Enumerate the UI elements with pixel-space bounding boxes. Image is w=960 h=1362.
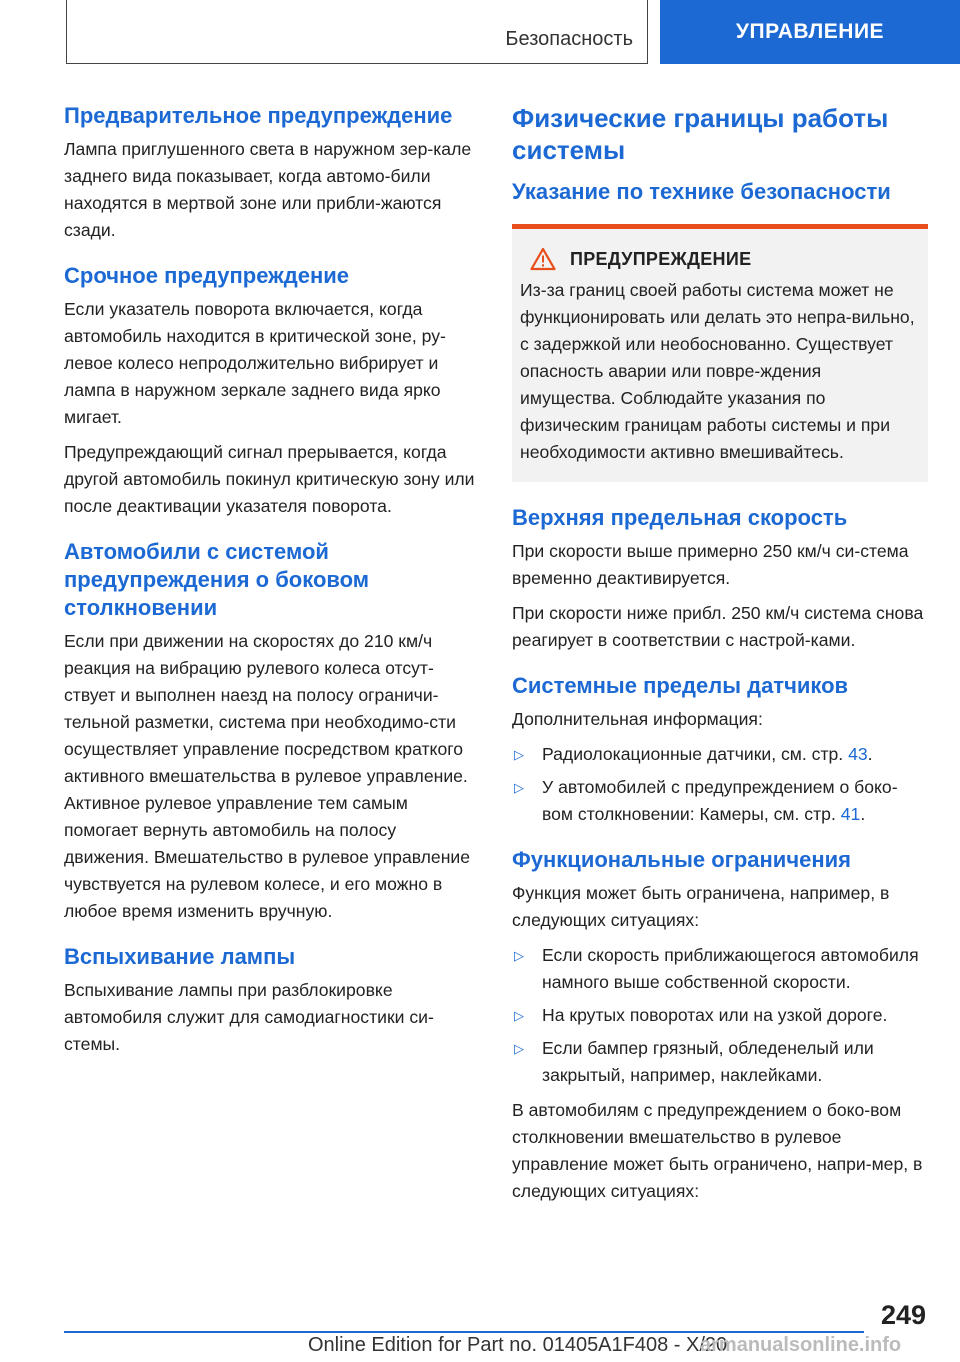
paragraph: Предупреждающий сигнал прерывается, когда другой автомобиль покинул критическую зону или после деактивации указателя поворота. (64, 442, 475, 516)
section-side-collision (64, 538, 478, 925)
list-item (512, 1002, 928, 1029)
bullet-triangle-icon: ▷ (514, 780, 524, 795)
list-item-text: Если бампер грязный, обледенелый или закрытый, например, наклейками. (542, 1038, 874, 1085)
paragraph: При скорости выше примерно 250 км/ч си-стема временно деактивируется. (512, 541, 909, 588)
footer-divider (64, 1331, 864, 1333)
paragraph: Вспыхивание лампы при разблокировке автомобиля служит для самодиагностики си-стемы. (64, 980, 434, 1054)
paragraph: Лампа приглушенного света в наружном зер-кале заднего вида показывает, когда автомо-били находятся в мертвой зоне или прибли-жаются сзади. (64, 139, 472, 240)
warning-title: ПРЕДУПРЕЖДЕНИЕ (570, 248, 752, 269)
warning-triangle-icon (530, 247, 556, 271)
bullet-triangle-icon: ▷ (514, 948, 524, 963)
section-title: Функциональные ограничения (512, 847, 851, 872)
section-speed-limit (512, 504, 928, 654)
section-lamp-flash (64, 943, 478, 1058)
section-functional-limits (512, 846, 928, 1205)
list-item (512, 774, 928, 828)
section-title: Вспыхивание лампы (64, 944, 296, 969)
paragraph: При скорости ниже прибл. 250 км/ч система снова реагирует в соответствии с настрой-ками. (512, 603, 924, 650)
page-link-43[interactable]: 43 (848, 744, 868, 764)
section-title: Срочное предупреждение (64, 263, 350, 288)
left-column (64, 102, 478, 1066)
header-section-label: Безопасность (505, 28, 633, 50)
list-item-text: У автомобилей с предупреждением о боко-вом столкновении: Камеры, см. стр. (542, 777, 898, 824)
list-item-suffix: . (860, 804, 866, 824)
bullet-triangle-icon: ▷ (514, 1008, 524, 1023)
warning-header (520, 247, 918, 271)
list-item-text: На крутых поворотах или на узкой дороге. (542, 1005, 888, 1025)
section-title: Системные пределы датчиков (512, 673, 849, 698)
footer-edition: Online Edition for Part no. 01405A1F408 - X/20 (308, 1334, 728, 1356)
page-number: 249 (880, 1300, 926, 1330)
list-item (512, 741, 928, 768)
paragraph: Если при движении на скоростях до 210 км/ч реакция на вибрацию рулевого колеса отсут-ствует и выполнен наезд на полосу ограничи-тельной разметки, система при необходимо-сти осуществляет управление посредством краткого активного вмешательства в рулевое управление. Активное рулевое управление тем самым помогает вернуть автомобиль на полосу движения. Вмешательство в рулевое управление чувствуется на рулевом колесе, и его можно в любое время изменить вручную. (64, 631, 471, 921)
limits-list (512, 942, 928, 1089)
watermark: armanualsonline.info (700, 1334, 902, 1356)
list-item (512, 942, 928, 996)
bullet-triangle-icon: ▷ (514, 747, 524, 762)
paragraph: В автомобилям с предупреждением о боко-вом столкновении вмешательство в рулевое управление может быть ограничено, напри-мер, в следующих ситуациях: (512, 1100, 923, 1201)
chapter-title: Физические границы работы системы (512, 103, 889, 165)
right-column (512, 102, 928, 1213)
section-sensor-limits (512, 672, 928, 828)
section-title: Верхняя предельная скорость (512, 505, 848, 530)
bullet-triangle-icon: ▷ (514, 1041, 524, 1056)
section-pre-warning (64, 102, 478, 244)
paragraph: Дополнительная информация: (512, 709, 763, 729)
page-link-41[interactable]: 41 (840, 804, 861, 824)
header-chapter-tab: УПРАВЛЕНИЕ (660, 0, 960, 64)
paragraph: Если указатель поворота включается, когда автомобиль находится в критической зоне, ру-левое колесо непродолжительно вибрирует и лампа в наружном зеркале заднего вида ярко мигает. (64, 299, 446, 427)
section-title: Автомобили с системой предупреждения о боковом столкновении (64, 539, 370, 620)
header-section-tab (66, 0, 648, 64)
warning-box (512, 224, 928, 482)
list-item-text: Радиолокационные датчики, см. стр. (542, 744, 849, 764)
list-item-text: Если скорость приближающегося автомобиля намного выше собственной скорости. (542, 945, 919, 992)
section-title: Предварительное предупреждение (64, 103, 453, 128)
paragraph: Функция может быть ограничена, например, в следующих ситуациях: (512, 883, 890, 930)
section-urgent-warning (64, 262, 478, 520)
list-item (512, 1035, 928, 1089)
warning-text: Из-за границ своей работы система может не функционировать или делать это непра-вильно, с задержкой или необоснованно. Существует опасность аварии или повре-ждения имущества. Соблюдайте указания по физическим границам работы системы и при необходимости активно вмешивайтесь. (520, 280, 915, 462)
list-item-suffix: . (867, 744, 873, 764)
sensor-list (512, 741, 928, 828)
safety-title: Указание по технике безопасности (512, 179, 891, 204)
